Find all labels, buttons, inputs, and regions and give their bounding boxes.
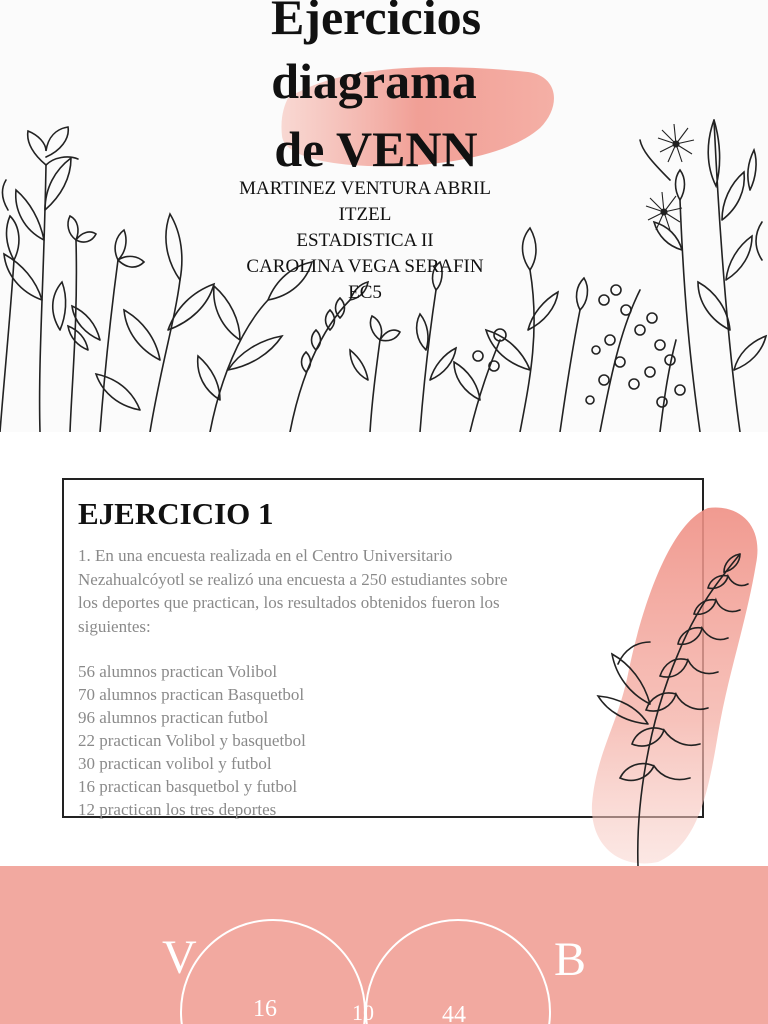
venn-value-center: 10 bbox=[352, 1000, 374, 1024]
data-item: 12 practican los tres deportes bbox=[78, 800, 277, 819]
teacher-name: CAROLINA VEGA SERAFIN bbox=[246, 256, 484, 277]
course-name: ESTADISTICA II bbox=[296, 230, 434, 251]
venn-diagram bbox=[0, 866, 768, 1024]
data-item: 70 alumnos practican Basquetbol bbox=[78, 685, 305, 704]
intro-line: los deportes que practican, los resultados obtenidos fueron los bbox=[78, 593, 500, 612]
exercise-slide bbox=[0, 432, 768, 866]
title-line-1: Ejercicios bbox=[270, 0, 482, 45]
venn-value-right: 44 bbox=[442, 1002, 466, 1024]
data-item: 96 alumnos practican futbol bbox=[78, 708, 269, 727]
intro-line: Nezahualcóyotl se realizó una encuesta a 250 estudiantes sobre bbox=[78, 569, 508, 589]
venn-slide bbox=[0, 866, 768, 1024]
author-line-1: MARTINEZ VENTURA ABRIL bbox=[239, 178, 491, 199]
venn-value-left: 16 bbox=[253, 996, 277, 1022]
data-item: 16 practican basquetbol y futbol bbox=[78, 777, 298, 796]
data-item: 22 practican Volibol y basquetbol bbox=[78, 731, 306, 750]
venn-label-left: V bbox=[162, 931, 197, 984]
data-item: 30 practican volibol y futbol bbox=[78, 754, 272, 773]
title-line-3: de VENN bbox=[274, 121, 478, 177]
title-line-2: diagrama bbox=[271, 53, 477, 109]
intro-line: 1. En una encuesta realizada en el Centro Universitario bbox=[78, 546, 453, 565]
watercolor-flower-decoration bbox=[578, 504, 768, 866]
group-code: EC5 bbox=[348, 282, 382, 303]
exercise-heading: EJERCICIO 1 bbox=[78, 496, 274, 531]
intro-line: siguientes: bbox=[78, 616, 151, 636]
venn-label-right: B bbox=[554, 933, 587, 986]
cover-slide bbox=[0, 0, 768, 432]
author-line-2: ITZEL bbox=[338, 204, 392, 225]
data-item: 56 alumnos practican Volibol bbox=[78, 662, 278, 681]
